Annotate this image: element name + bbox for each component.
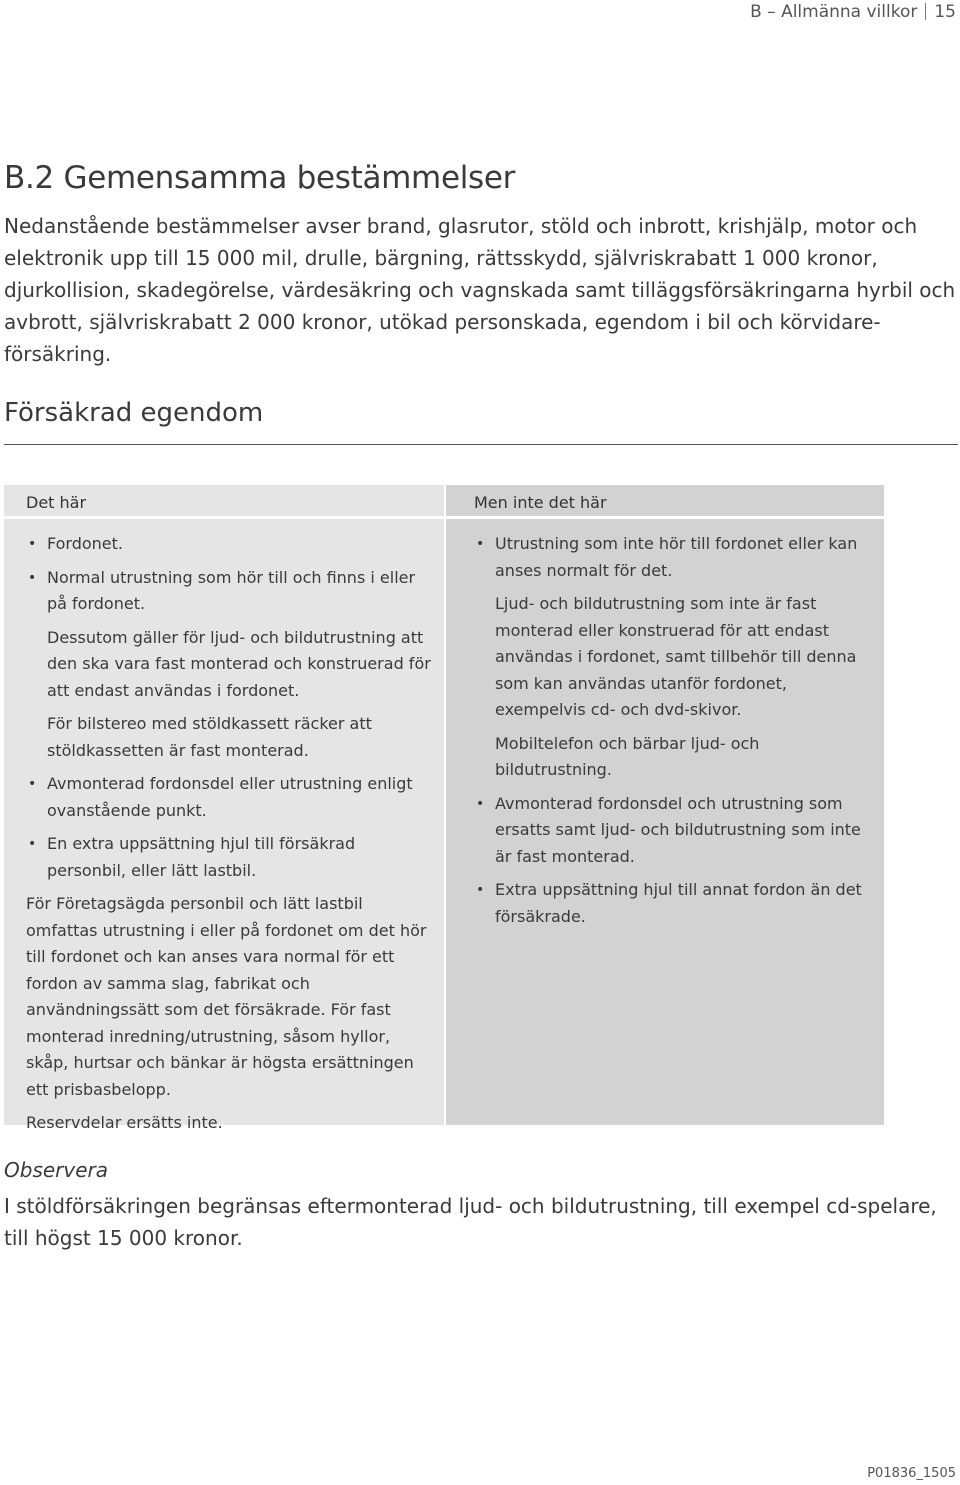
list-item: • Normal utrustning som hör till och finns i eller på fordonet.	[26, 565, 434, 618]
header-section: B – Allmänna villkor	[750, 2, 918, 22]
intro-paragraph: Nedanstående bestämmelser avser brand, glasrutor, stöld och inbrott, krishjälp, motor och elektronik upp till 15 000 mil, drulle, bärgning, rättsskydd, självriskrabatt 1 000 kronor, djurkollision, skadegörelse, värdesäkring och vagnskada samt tilläggsförsäkringarna hyrbil och avbrott, självriskrabatt 2 000 kronor, utökad personskada, egendom i bil och körvidare-försäkring.	[4, 214, 956, 366]
list-sub-paragraph: Ljud- och bildutrustning som inte är fast monterad eller konstruerad för att endast användas i fordonet, samt tillbehör till denna som kan användas utanför fordonet, exempelvis cd- och dvd-skivor.	[495, 594, 857, 719]
list-sub-paragraph: Mobiltelefon och bärbar ljud- och bildutrustning.	[495, 733, 760, 779]
included-list-continued	[26, 771, 434, 884]
list-item: • Avmonterad fordonsdel och utrustning som ersatts samt ljud- och bildutrustning som inte är fast monterad.	[474, 791, 874, 871]
included-paragraph: Reservdelar ersätts inte.	[26, 1113, 223, 1132]
excluded-heading: Men inte det här	[446, 485, 884, 519]
section-title: B.2 Gemensamma bestämmelser	[4, 160, 516, 196]
page-number: 15	[934, 2, 956, 22]
note-text: I stöldförsäkringen begränsas eftermonterad ljud- och bildutrustning, till exempel cd-spelare, till högst 15 000 kronor.	[4, 1194, 937, 1250]
included-body	[4, 519, 444, 1137]
list-sub-paragraph: Dessutom gäller för ljud- och bildutrustning att den ska vara fast monterad och konstruerad för att endast användas i fordonet.	[47, 627, 431, 700]
included-list	[26, 531, 434, 618]
bullet-icon: •	[476, 882, 485, 898]
bullet-icon: •	[28, 836, 37, 852]
bullet-icon: •	[476, 795, 485, 812]
included-heading: Det här	[4, 485, 444, 519]
list-item: • Fordonet.	[26, 531, 434, 558]
page-header	[750, 0, 956, 24]
subheading: Försäkrad egendom	[4, 398, 264, 428]
excluded-column	[446, 485, 884, 1125]
included-paragraph: För Företagsägda personbil och lätt lastbil omfattas utrustning i eller på fordonet om det hör till fordonet och kan anses vara normal för ett fordon av samma slag, fabrikat och användningssätt som det försäkrade. För fast monterad inredning/utrustning, såsom hyllor, skåp, hurtsar och bänkar är högsta ersättningen ett prisbasbelopp.	[26, 894, 427, 1099]
header-divider	[925, 3, 926, 20]
bullet-icon: •	[28, 776, 37, 792]
list-sub-paragraph: För bilstereo med stöldkassett räcker att stöldkassetten är fast monterad.	[47, 714, 372, 760]
list-item: • Avmonterad fordonsdel eller utrustning enligt ovanstående punkt.	[26, 771, 434, 824]
included-column	[4, 485, 444, 1132]
excluded-body	[446, 519, 884, 930]
document-code: P01836_1505	[867, 1466, 956, 1481]
list-item: • En extra uppsättning hjul till försäkrad personbil, eller lätt lastbil.	[26, 831, 434, 884]
bullet-icon: •	[28, 569, 37, 586]
bullet-icon: •	[476, 536, 485, 552]
excluded-list	[474, 531, 874, 584]
bullet-icon: •	[28, 536, 37, 552]
list-item: • Utrustning som inte hör till fordonet eller kan anses normalt för det.	[474, 531, 874, 584]
subheading-rule	[4, 444, 958, 445]
list-item: • Extra uppsättning hjul till annat fordon än det försäkrade.	[474, 877, 874, 930]
excluded-list-continued	[474, 791, 874, 931]
note-title: Observera	[4, 1158, 109, 1182]
